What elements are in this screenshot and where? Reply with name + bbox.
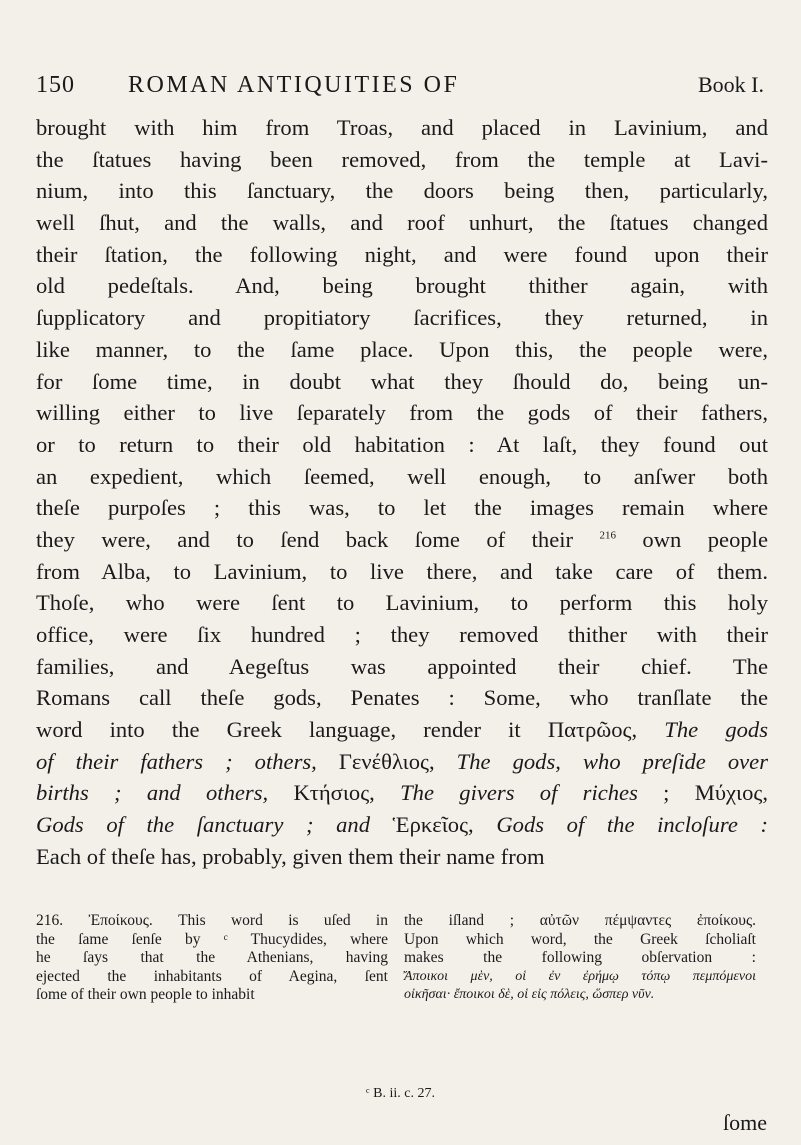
translation-phrase: The gods — [664, 717, 768, 743]
translation-phrase: The givers of riches — [400, 780, 638, 806]
text-segment: Gods of the ſanctuary ; and — [36, 812, 371, 838]
text-line — [36, 746, 768, 778]
footnote-column-left — [36, 912, 388, 1005]
running-title: ROMAN ANTIQUITIES OF — [128, 72, 460, 98]
main-text — [36, 112, 768, 873]
text-line: or to return to their old habitation : At laſt, they found out — [36, 431, 768, 457]
catchword: ſome — [723, 1110, 767, 1135]
footnote-line: 216. Ἐποίκους. This word is uſed in — [36, 912, 388, 929]
text-line — [36, 714, 768, 746]
translation-phrase: The gods, who preſide over — [456, 748, 768, 774]
text-line — [36, 809, 768, 841]
footnote-line: Ἄποικοι μὲν, οἱ ἐν ἐρήμῳ τόπῳ πεμπόμενοι — [404, 968, 756, 984]
text-line: for ſome time, in doubt what they ſhould do, being un- — [36, 368, 768, 394]
footnote-source: ᶜ B. ii. c. 27. — [366, 1086, 435, 1101]
footnote-line: the ſame ſenſe by ᶜ Thucydides, where — [36, 930, 388, 948]
text-line: the ſtatues having been removed, from the temple at Lavi- — [36, 146, 768, 172]
footnote-line: Upon which word, the Greek ſcholiaſt — [404, 930, 756, 948]
footnote-reference[interactable]: 216 — [599, 529, 616, 542]
text-segment: they were, and to ſend back ſome of their — [36, 526, 574, 552]
greek-word: Μύχιος, — [694, 780, 769, 806]
text-line: theſe purpoſes ; this was, to let the images remain where — [36, 495, 768, 521]
book-label: Book I. — [698, 72, 764, 97]
footnote-column-right — [404, 912, 756, 1005]
footnote-line: he ſays that the Athenians, having — [36, 949, 388, 966]
greek-word: Γενέθλιος, — [338, 748, 435, 774]
footnote-line: makes the following obſervation : — [404, 949, 756, 966]
text-line: Romans call theſe gods, Penates : Some, who tranſlate the — [36, 685, 768, 711]
text-segment: births ; and others, — [36, 780, 269, 806]
text-line: old pedeſtals. And, being brought thither again, with — [36, 273, 768, 299]
translation-phrase: Gods of the incloſure : — [496, 812, 768, 838]
text-line: like manner, to the ſame place. Upon this, the people were, — [36, 336, 768, 362]
text-line: families, and Aegeſtus was appointed their chief. The — [36, 653, 768, 679]
text-line: brought with him from Troas, and placed in Lavinium, and — [36, 115, 768, 140]
footnote-line: οἰκῆσαι· ἔποικοι δὲ, οἱ εἰς πόλεις, ὥσπερ νῦν. — [404, 987, 655, 1002]
text-line: their ſtation, the following night, and were found upon their — [36, 241, 768, 267]
text-line: willing either to live ſeparately from the gods of their fathers, — [36, 400, 768, 426]
running-header — [36, 72, 764, 104]
footnote-line: ſome of their own people to inhabit — [36, 986, 255, 1003]
text-segment: own people — [642, 526, 768, 552]
text-line: well ſhut, and the walls, and roof unhurt, the ſtatues changed — [36, 210, 768, 236]
text-line: nium, into this ſanctuary, the doors being then, particularly, — [36, 178, 768, 204]
greek-word: Κτήσιος, — [293, 780, 375, 806]
footnote-line: the iſland ; αὐτῶν πέμψαντες ἐποίκους. — [404, 912, 756, 929]
text-line: an expedient, which ſeemed, well enough, to anſwer both — [36, 463, 768, 489]
text-line: office, were ſix hundred ; they removed thither with their — [36, 622, 768, 647]
page-number: 150 — [36, 72, 75, 98]
text-segment: of their fathers ; others, — [36, 748, 317, 774]
text-line: Thoſe, who were ſent to Lavinium, to perform this holy — [36, 590, 768, 616]
text-line: births ; and others, Κτήσιος, The givers of riches ; Μύχιος, — [36, 780, 769, 806]
footnotes — [36, 912, 768, 1062]
greek-word: Ἑρκεῖος, — [392, 812, 474, 838]
greek-word: Πατρῶος, — [547, 717, 638, 743]
text-line — [36, 524, 768, 556]
footnote-line: ejected the inhabitants of Aegina, ſent — [36, 967, 388, 985]
text-line: ſupplicatory and propitiatory ſacrifices, they returned, in — [36, 305, 768, 331]
text-segment: word into the Greek language, render it — [36, 717, 521, 743]
text-line: Each of theſe has, probably, given them their name from — [36, 843, 545, 869]
text-line: from Alba, to Lavinium, to live there, and take care of them. — [36, 558, 768, 584]
